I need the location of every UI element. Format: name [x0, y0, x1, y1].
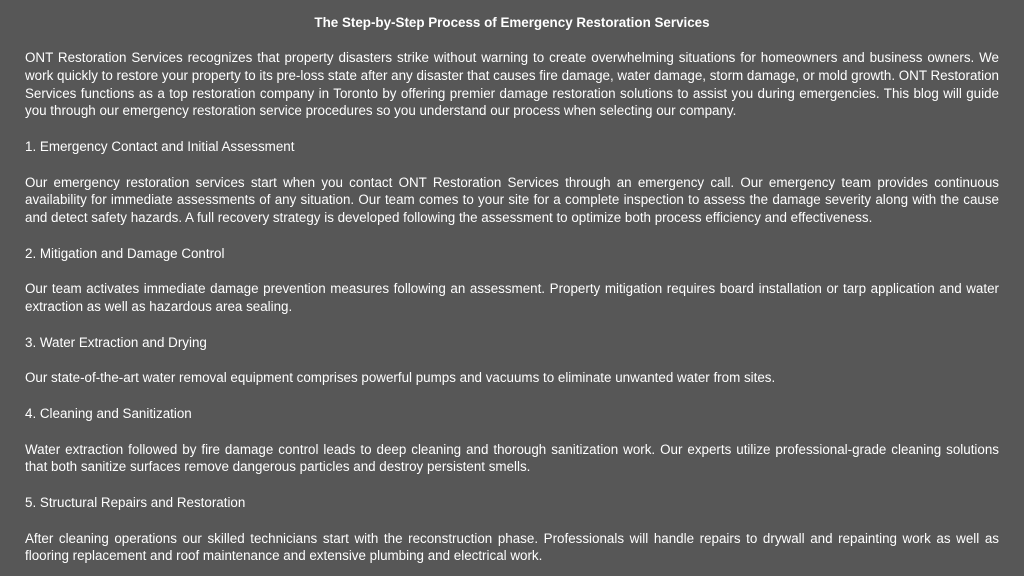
step-4-body: Water extraction followed by fire damage control leads to deep cleaning and thorough sanitization work. Our experts utilize professional-grade cleaning solutions that both sanitize surfaces remove dangerous particles and destroy persistent smells.: [25, 441, 999, 475]
step-1-body: Our emergency restoration services start when you contact ONT Restoration Services through an emergency call. Our emergency team provides continuous availability for immediate assessments of any situation. Our team comes to your site for a complete inspection to assess the damage severity along with the cause and detect safety hazards. A full recovery strategy is developed following the assessment to optimize both process efficiency and effectiveness.: [25, 174, 999, 226]
step-2-body: Our team activates immediate damage prevention measures following an assessment. Property mitigation requires board installation or tarp application and water extraction as well as hazardous area sealing.: [25, 281, 999, 315]
step-5-body: After cleaning operations our skilled technicians start with the reconstruction phase. Professionals will handle repairs to drywall and repainting work as well as flooring replacement and roof maintenance and extensive plumbing and electrical work.: [25, 530, 999, 564]
step-3-body: Our state-of-the-art water removal equipment comprises powerful pumps and vacuums to eliminate unwanted water from sites.: [25, 370, 776, 386]
step-3-heading: 3. Water Extraction and Drying: [25, 334, 207, 350]
step-2-heading: 2. Mitigation and Damage Control: [25, 245, 225, 261]
step-1-heading: 1. Emergency Contact and Initial Assessment: [25, 138, 295, 154]
intro-paragraph: ONT Restoration Services recognizes that property disasters strike without warning to create overwhelming situations for homeowners and business owners. We work quickly to restore your property to its pre-loss state after any disaster that causes fire damage, water damage, storm damage, or mold growth. ONT Restoration Services functions as a top restoration company in Toronto by offering premier damage restoration solutions to assist you during emergencies. This blog will guide you through our emergency restoration service procedures so you understand our process when selecting our company.: [25, 50, 999, 119]
document-title: The Step-by-Step Process of Emergency Restoration Services: [314, 15, 710, 30]
step-4-heading: 4. Cleaning and Sanitization: [25, 405, 192, 421]
step-5-heading: 5. Structural Repairs and Restoration: [25, 494, 246, 510]
